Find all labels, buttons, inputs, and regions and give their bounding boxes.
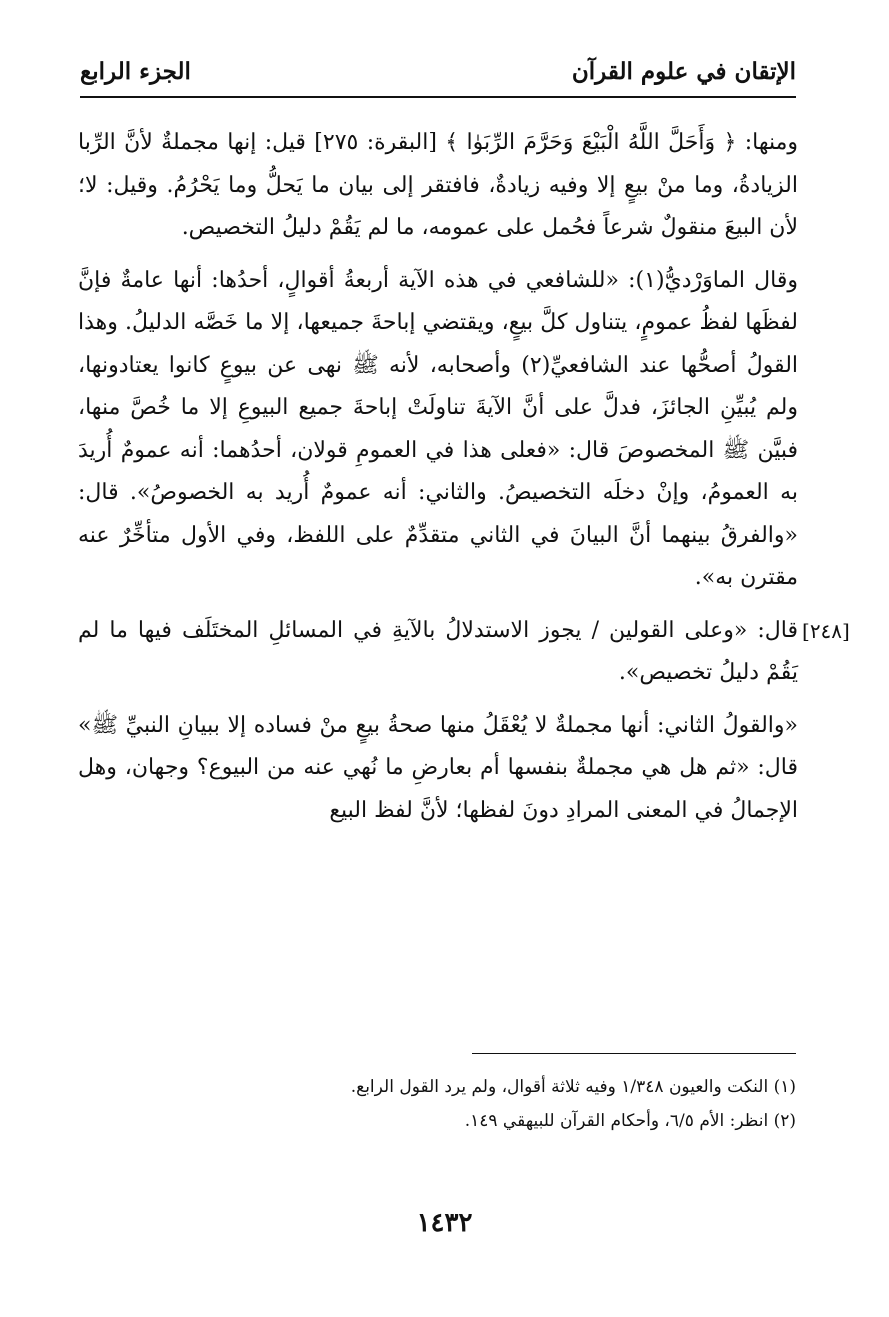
paragraph-3-text: قال: «وعلى القولين / يجوز الاستدلالُ بالآيةِ في المسائلِ المختَلَف فيها ما لم يَقُمْ دليلُ تخصيص». xyxy=(78,617,798,685)
footnote-rule xyxy=(472,1053,796,1054)
part-label: الجزء الرابع xyxy=(80,58,191,85)
paragraph-4: «والقولُ الثاني: أنها مجملةٌ لا يُعْقَلُ منها صحةُ بيعٍ منْ فساده إلا ببيانِ النبيِّ ﷺ» قال: «ثم هل هي مجملةٌ بنفسها أم بعارضِ ما نُهي عنه من البيوع؟ وجهان، وهل الإجمالُ في المعنى المرادِ دونَ لفظها؛ لأنَّ لفظ البيع xyxy=(78,712,798,823)
header-rule xyxy=(80,96,796,98)
paragraph-1: ومنها: ﴿ وَأَحَلَّ اللَّهُ الْبَيْعَ وَحَرَّمَ الرِّبَوٰا ﴾ [البقرة: ٢٧٥] قيل: إنها مجملةٌ لأنَّ الرِّبا الزيادةُ، وما منْ بيعٍ إلا وفيه زيادةٌ، فافتقر إلى بيان ما يَحلُّ وما يَحْرُمُ. وقيل: لا؛ لأن البيعَ منقولٌ شرعاً فحُمل على عمومه، ما لم يَقُمْ دليلُ التخصيص. xyxy=(78,130,799,240)
book-title: الإتقان في علوم القرآن xyxy=(571,58,796,85)
page-number: ١٤٣٢ xyxy=(416,1208,473,1238)
footnotes xyxy=(80,1070,796,1138)
paragraph-2: وقال الماوَرْديُّ(١): «للشافعي في هذه الآية أربعةُ أقوالٍ، أحدُها: أنها عامةٌ فإنَّ لفظَها لفظُ عمومٍ، يتناول كلَّ بيعٍ، ويقتضي إباحةَ جميعها، إلا ما خَصَّه الدليلُ. وهذا القولُ أصحُّها عند الشافعيِّ(٢) وأصحابه، لأنه ﷺ نهى عن بيوعٍ كانوا يعتادونها، ولم يُبيِّنِ الجائزَ، فدلَّ على أنَّ الآيةَ تناولَتْ إباحةَ جميع البيوعِ إلا ما خُصَّ منها، فبيَّن ﷺ المخصوصَ قال: «فعلى هذا في العمومِ قولان، أحدُهما: أنه عمومٌ أُريدَ به العمومُ، وإنْ دخلَه التخصيصُ. والثاني: أنه عمومٌ أُريد به الخصوصُ». قال: «والفرقُ بينهما أنَّ البيانَ في الثاني متقدِّمٌ على اللفظ، وفي الأول متأخِّرٌ عنه مقترن به». xyxy=(78,267,799,590)
paragraph-3 xyxy=(78,610,850,695)
running-header xyxy=(80,52,796,98)
margin-page-marker: [٢٤٨] xyxy=(802,618,850,643)
main-text xyxy=(78,122,850,832)
footnote-1: (١) النكت والعيون ١/٣٤٨ وفيه ثلاثة أقوال، ولم يرد القول الرابع. xyxy=(350,1077,796,1097)
footnote-2: (٢) انظر: الأم ٦/٥، وأحكام القرآن للبيهقي ١٤٩. xyxy=(464,1111,796,1131)
